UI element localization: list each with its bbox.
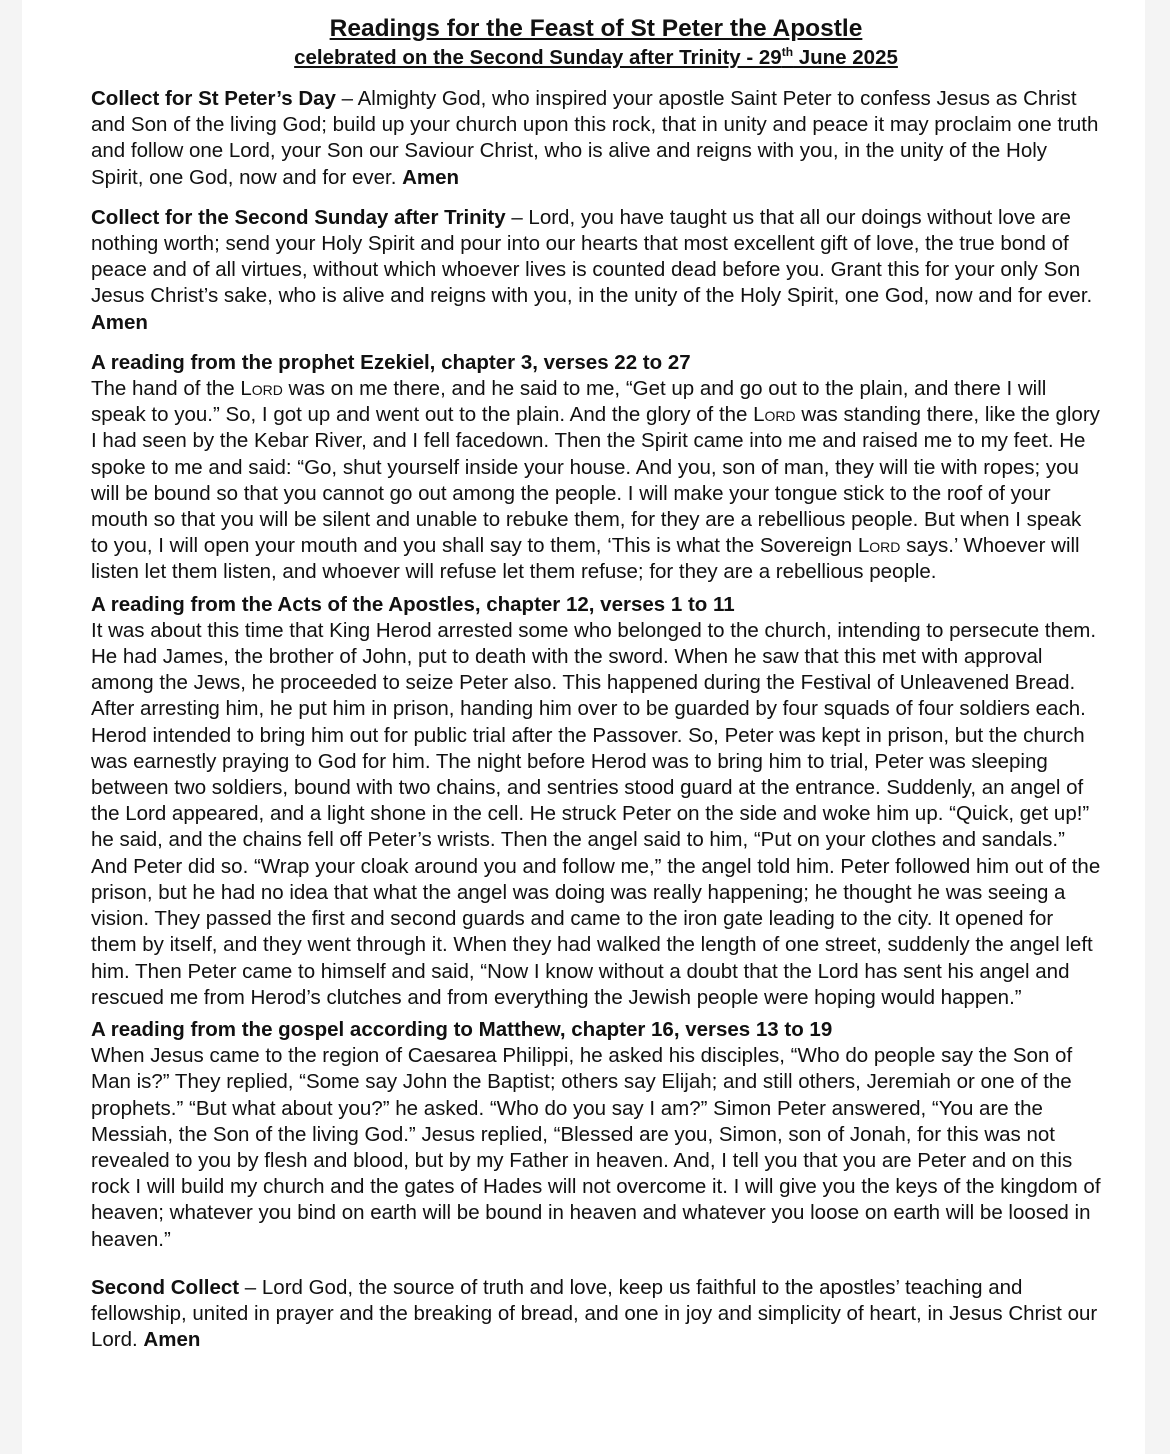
document-content <box>91 14 1101 1353</box>
collect-second-sunday-after-trinity <box>91 205 1101 336</box>
subtitle-text: celebrated on the Second Sunday after Trinity - 29 <box>294 46 782 69</box>
collect-st-peters-day <box>91 86 1101 191</box>
reading-ezekiel <box>91 350 1101 586</box>
collect-amen: Amen <box>402 165 460 189</box>
reading-text: It was about this time that King Herod arrested some who belonged to the church, intending to persecute them. He had James, the brother of John, put to death with the sword. When he saw that this met with approval among the Jews, he proceeded to seize Peter also. This happened during the Festival of Unleavened Bread. After arresting him, he put him in prison, handing him over to be guarded by four squads of four soldiers each. Herod intended to bring him out for public trial after the Passover. So, Peter was kept in prison, but the church was earnestly praying to God for him. The night before Herod was to bring him to trial, Peter was sleeping between two soldiers, bound with two chains, and sentries stood guard at the entrance. Suddenly, an angel of the Lord appeared, and a light shone in the cell. He struck Peter on the side and woke him up. “Quick, get up!” he said, and the chains fell off Peter’s wrists. Then the angel said to him, “Put on your clothes and sandals.” And Peter did so. “Wrap your cloak around you and follow me,” the angel told him. Peter followed him out of the prison, but he had no idea that what the angel was doing was really happening; he thought he was seeing a vision. They passed the first and second guards and came to the iron gate leading to the city. It opened for them by itself, and they went through it. When they had walked the length of one street, suddenly the angel left him. Then Peter came to himself and said, “Now I know without a doubt that the Lord has sent his angel and rescued me from Herod’s clutches and from everything the Jewish people were hoping would happen.” <box>91 618 1101 1009</box>
collect-amen: Amen <box>91 310 148 334</box>
reading-text-part: was standing there, like the glory I had seen by the Kebar River, and I fell facedown. Then the Spirit came into me and raised me to my feet. He spoke to me and said: “Go, shut yourself inside your house. And you, son of man, they will tie with ropes; you will be bound so that you cannot go out among the people. I will make your tongue stick to the roof of your mouth so that you will be silent and unable to rebuke them, for they are a rebellious people. But when I speak to you, I will open your mouth and you shall say to them, ‘This is what the Sovereign <box>91 403 1100 558</box>
collect-heading: Collect for St Peter’s Day <box>91 87 336 110</box>
reading-acts <box>91 592 1101 1011</box>
lord-smallcaps: Lord <box>240 377 283 401</box>
reading-text-part: says.’ Whoever will listen let them listen, and whoever will refuse let them refuse; for they are a rebellious people. <box>91 534 1080 584</box>
second-collect <box>91 1275 1101 1354</box>
collect-text: – Lord, you have taught us that all our doings without love are nothing worth; send your Holy Spirit and pour into our hearts that most excellent gift of love, the true bond of peace and of all virtues, without which whoever lives is counted dead before you. Grant this for your only Son Jesus Christ’s sake, who is alive and reigns with you, in the unity of the Holy Spirit, one God, now and for ever. <box>91 205 1093 308</box>
lord-smallcaps: Lord <box>753 403 796 427</box>
reading-matthew <box>91 1017 1101 1253</box>
page-title: Readings for the Feast of St Peter the Apostle <box>329 15 863 42</box>
lord-smallcaps: Lord <box>857 534 901 558</box>
subtitle-ordinal-suffix: th <box>781 45 794 60</box>
page-subtitle <box>91 44 1101 72</box>
reading-heading: A reading from the gospel according to Matthew, chapter 16, verses 13 to 19 <box>91 1017 833 1041</box>
subtitle-date-end: June 2025 <box>793 46 898 69</box>
reading-text-part: was on me there, and he said to me, “Get up and go out to the plain, and there I will speak to you.” So, I got up and went out to the plain. And the glory of the <box>91 377 1047 427</box>
reading-heading: A reading from the Acts of the Apostles, chapter 12, verses 1 to 11 <box>91 592 735 616</box>
document-page <box>22 0 1145 1454</box>
collect-heading: Second Collect <box>91 1275 240 1299</box>
collect-heading: Collect for the Second Sunday after Trinity <box>91 205 506 229</box>
collect-amen: Amen <box>143 1328 201 1352</box>
reading-heading: A reading from the prophet Ezekiel, chapter 3, verses 22 to 27 <box>91 350 691 374</box>
reading-text-part: The hand of the <box>91 377 241 401</box>
reading-text: When Jesus came to the region of Caesarea Philippi, he asked his disciples, “Who do people say the Son of Man is?” They replied, “Some say John the Baptist; others say Elijah; and still others, Jeremiah or one of the prophets.” “But what about you?” he asked. “Who do you say I am?” Simon Peter answered, “You are the Messiah, the Son of the living God.” Jesus replied, “Blessed are you, Simon, son of Jonah, for this was not revealed to you by flesh and blood, but by my Father in heaven. And, I tell you that you are Peter and on this rock I will build my church and the gates of Hades will not overcome it. I will give you the keys of the kingdom of heaven; whatever you bind on earth will be bound in heaven and whatever you loose on earth will be loosed in heaven.” <box>91 1044 1101 1251</box>
collect-text: – Almighty God, who inspired your apostle Saint Peter to confess Jesus as Christ and Son of the living God; build up your church upon this rock, that in unity and peace it may proclaim one truth and follow one Lord, your Son our Saviour Christ, who is alive and reigns with you, in the unity of the Holy Spirit, one God, now and for ever. <box>91 87 1099 189</box>
collect-text: – Lord God, the source of truth and love, keep us faithful to the apostles’ teaching and fellowship, united in prayer and the breaking of bread, and one in joy and simplicity of heart, in Jesus Christ our Lord. <box>91 1275 1098 1352</box>
